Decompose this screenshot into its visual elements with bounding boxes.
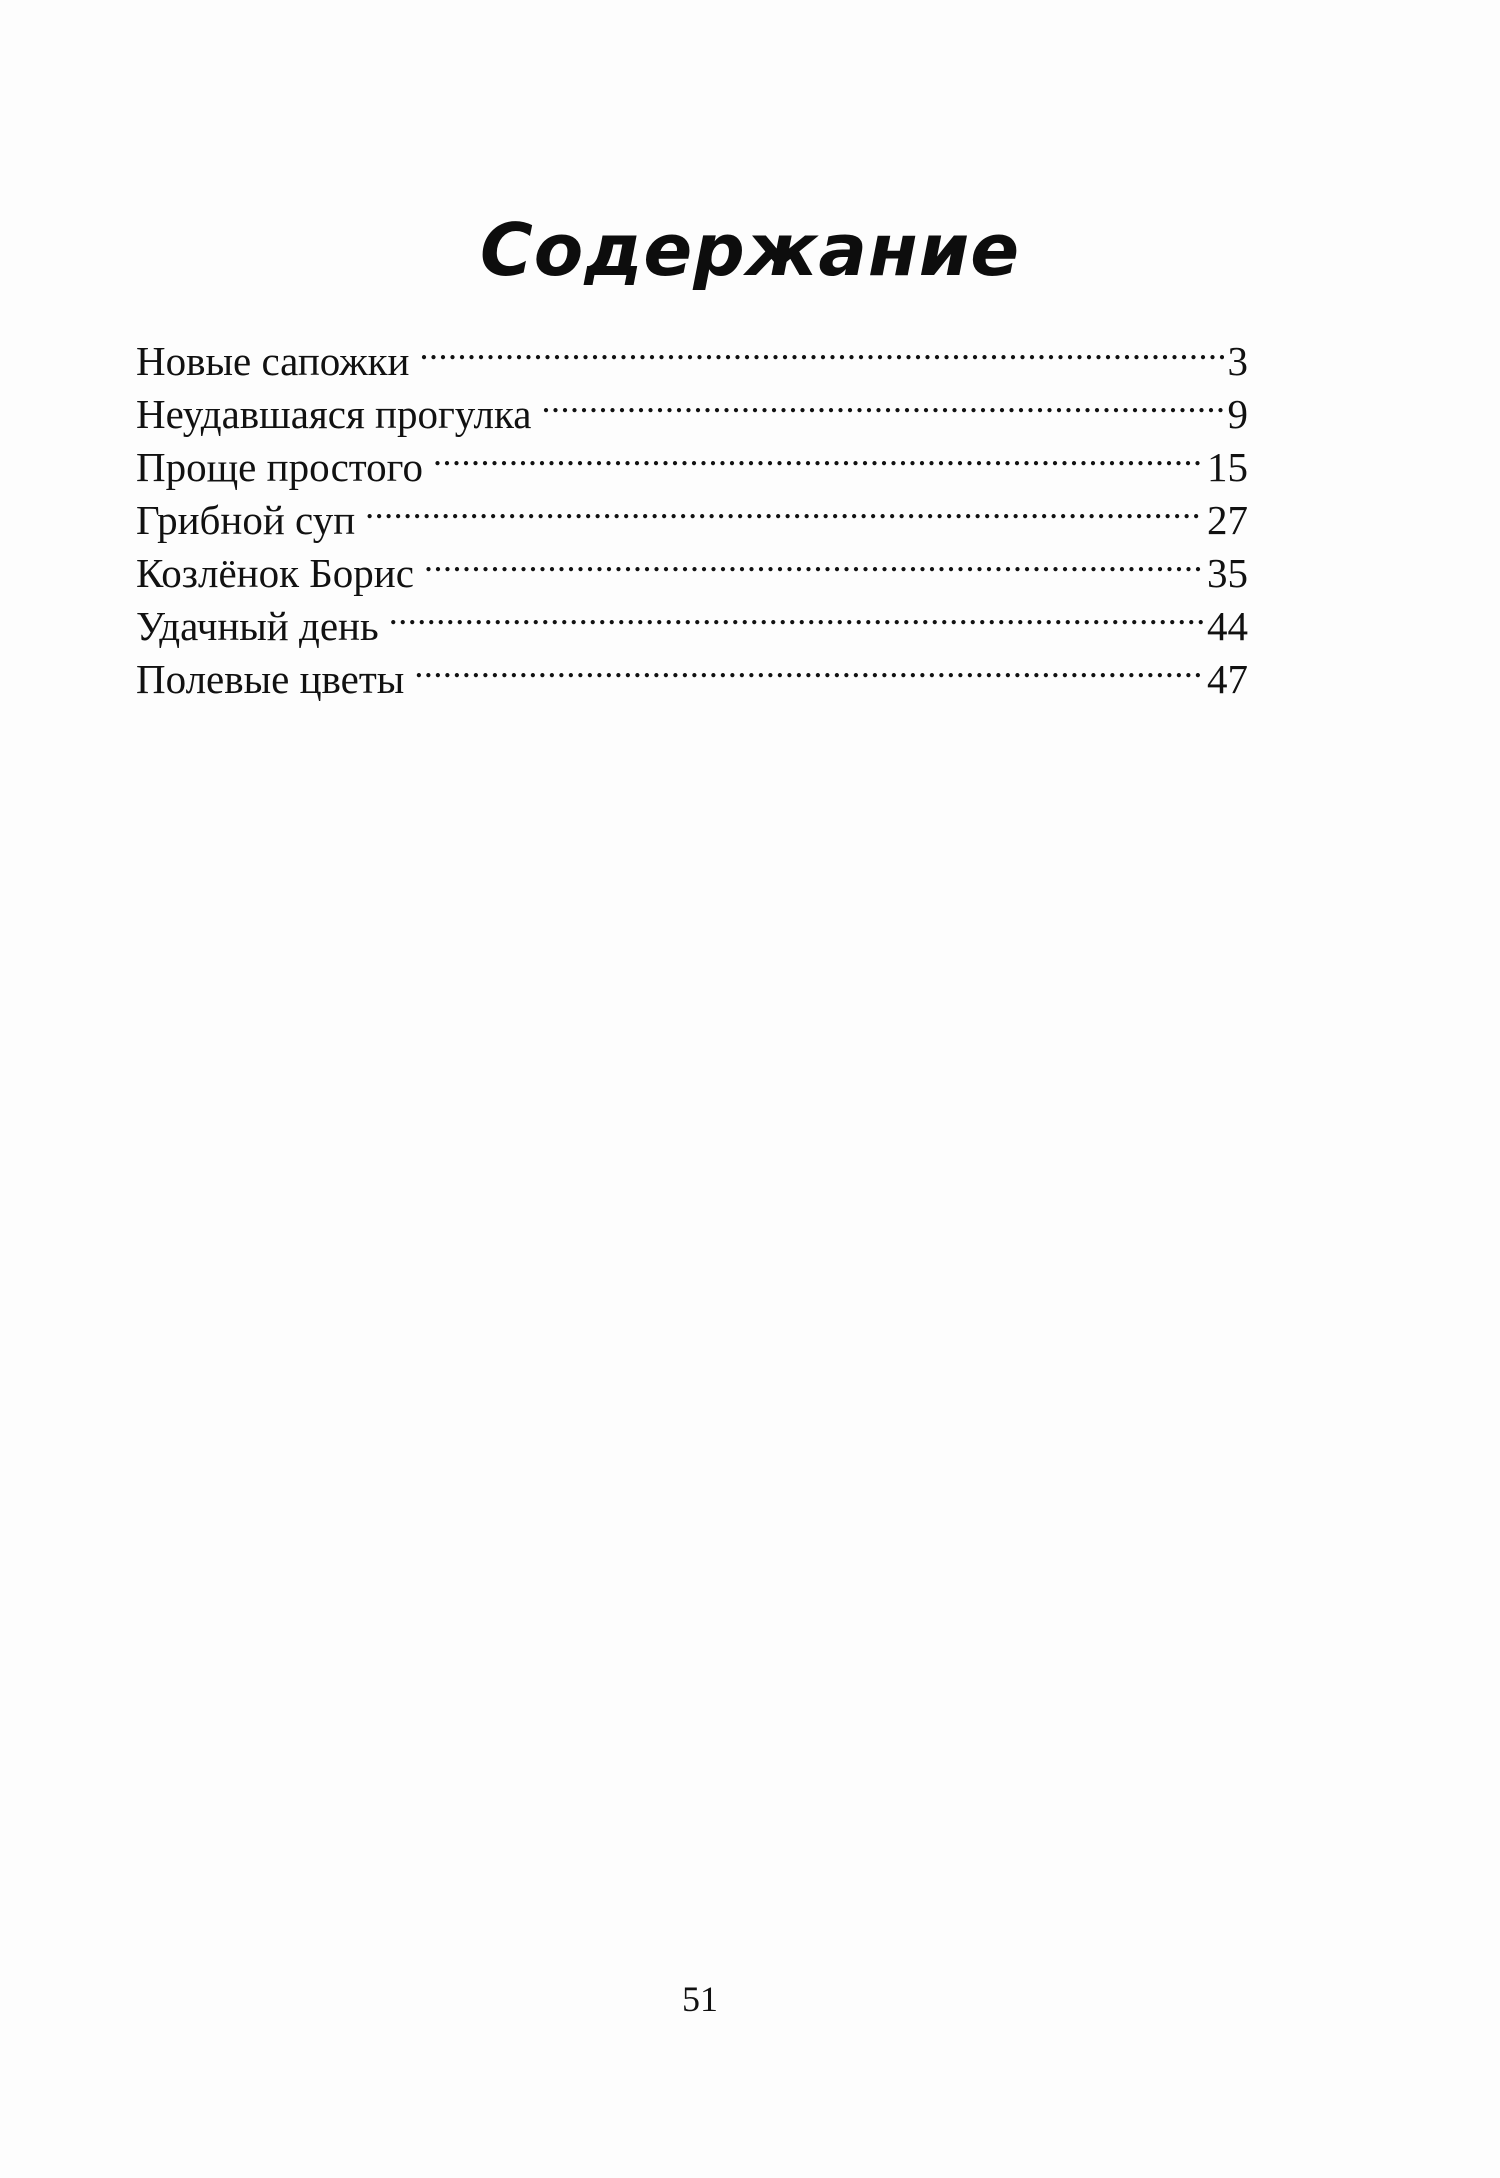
dot-leader <box>424 534 1203 587</box>
page-title: Содержание <box>479 208 1021 293</box>
toc-entry-page: 3 <box>1227 338 1248 384</box>
toc-entry <box>136 322 1248 384</box>
toc-entry-title: Неудавшаяся прогулка <box>136 391 532 437</box>
toc-entry-title: Новые сапожки <box>136 338 410 384</box>
toc-entry-page: 9 <box>1227 391 1248 437</box>
dot-leader <box>541 375 1223 428</box>
toc-entry-page: 44 <box>1207 603 1248 649</box>
dot-leader <box>389 587 1203 640</box>
dot-leader <box>433 428 1203 481</box>
dot-leader <box>365 481 1203 534</box>
toc-entry-title: Козлёнок Борис <box>136 550 414 596</box>
dot-leader <box>419 322 1223 375</box>
toc-entry-title: Полевые цветы <box>136 656 405 702</box>
page-number: 51 <box>682 1979 718 2019</box>
toc-entry-page: 27 <box>1207 497 1248 543</box>
toc-entry-page: 47 <box>1207 656 1248 702</box>
dot-leader <box>414 640 1203 693</box>
toc-entry-title: Проще простого <box>136 444 423 490</box>
toc-entry-title: Удачный день <box>136 603 379 649</box>
toc-entry-page: 15 <box>1207 444 1248 490</box>
table-of-contents <box>136 322 1248 702</box>
toc-entry-title: Грибной суп <box>136 497 356 543</box>
toc-entry-page: 35 <box>1207 550 1248 596</box>
